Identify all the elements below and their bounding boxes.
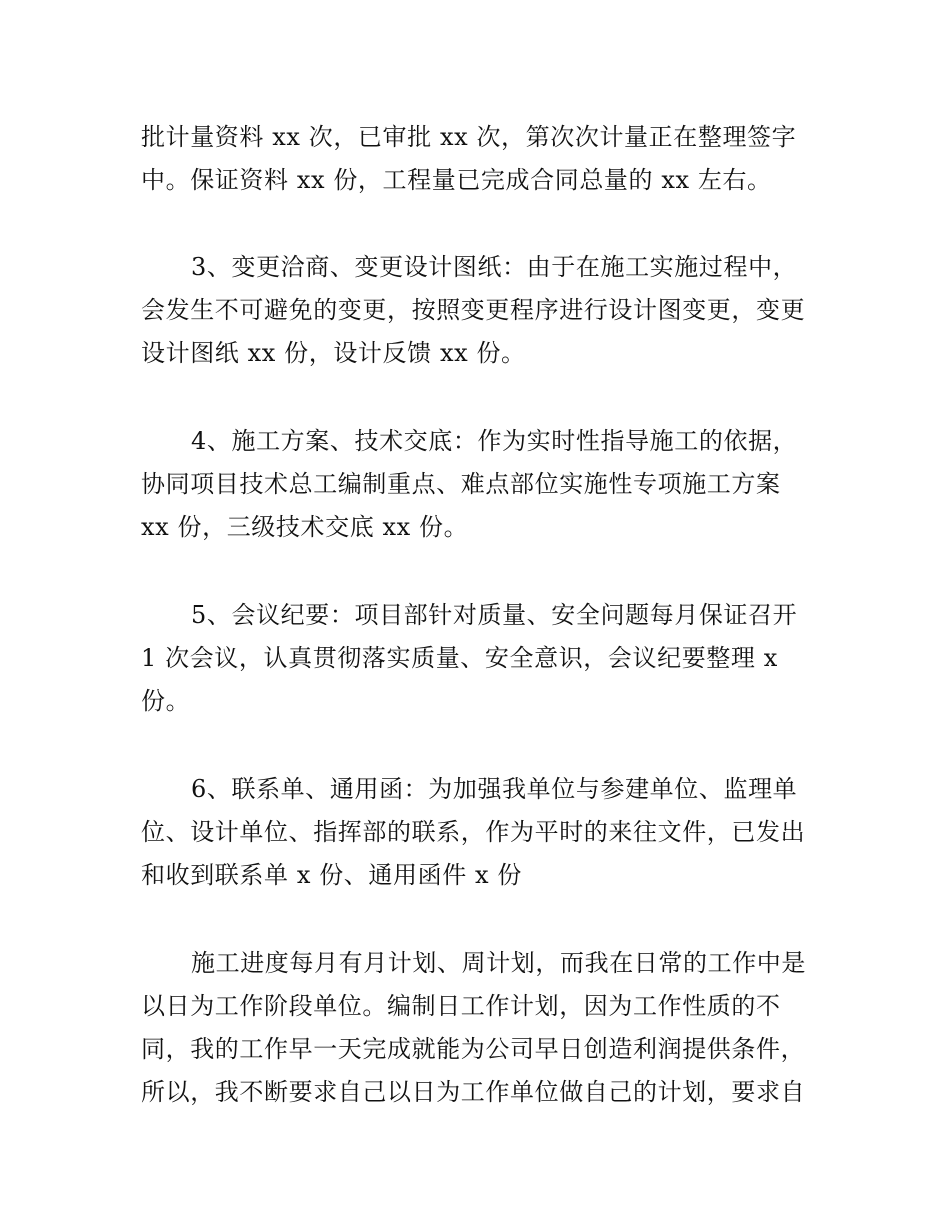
text-line: 会发生不可避免的变更，按照变更程序进行设计图变更，变更 [141, 296, 806, 324]
text-line: 所以，我不断要求自己以日为工作单位做自己的计划，要求自 [141, 1078, 806, 1106]
text-line: 4、施工方案、技术交底：作为实时性指导施工的依据， [191, 427, 798, 455]
text-line: 设计图纸 xx 份，设计反馈 xx 份。 [141, 339, 526, 367]
text-line: 3、变更洽商、变更设计图纸：由于在施工实施过程中， [191, 253, 798, 281]
text-line: 批计量资料 xx 次，已审批 xx 次，第次次计量正在整理签字 [141, 123, 797, 151]
paragraph-meeting-minutes [141, 594, 821, 723]
text-line: 份。 [141, 687, 191, 715]
text-line: 施工进度每月有月计划、周计划，而我在日常的工作中是 [191, 949, 806, 977]
text-line: 协同项目技术总工编制重点、难点部位实施性专项施工方案 [141, 470, 781, 498]
text-line: 以日为工作阶段单位。编制日工作计划，因为工作性质的不 [141, 992, 781, 1020]
text-line: 6、联系单、通用函：为加强我单位与参建单位、监理单 [191, 775, 798, 803]
text-line: xx 份，三级技术交底 xx 份。 [141, 513, 469, 541]
text-line: 1 次会议，认真贯彻落实质量、安全意识，会议纪要整理 x [141, 644, 778, 672]
paragraph-construction-plan [141, 420, 821, 549]
text-line: 和收到联系单 x 份、通用函件 x 份 [141, 861, 522, 889]
text-line: 同，我的工作早一天完成就能为公司早日创造利润提供条件， [141, 1035, 806, 1063]
paragraph-measurement-data [141, 116, 821, 202]
text-line: 中。保证资料 xx 份，工程量已完成合同总量的 xx 左右。 [141, 166, 772, 194]
paragraph-design-changes [141, 246, 821, 375]
paragraph-progress-plan [141, 942, 821, 1114]
text-line: 位、设计单位、指挥部的联系，作为平时的来往文件，已发出 [141, 818, 806, 846]
paragraph-contact-letters [141, 768, 821, 897]
text-line: 5、会议纪要：项目部针对质量、安全问题每月保证召开 [191, 601, 798, 629]
